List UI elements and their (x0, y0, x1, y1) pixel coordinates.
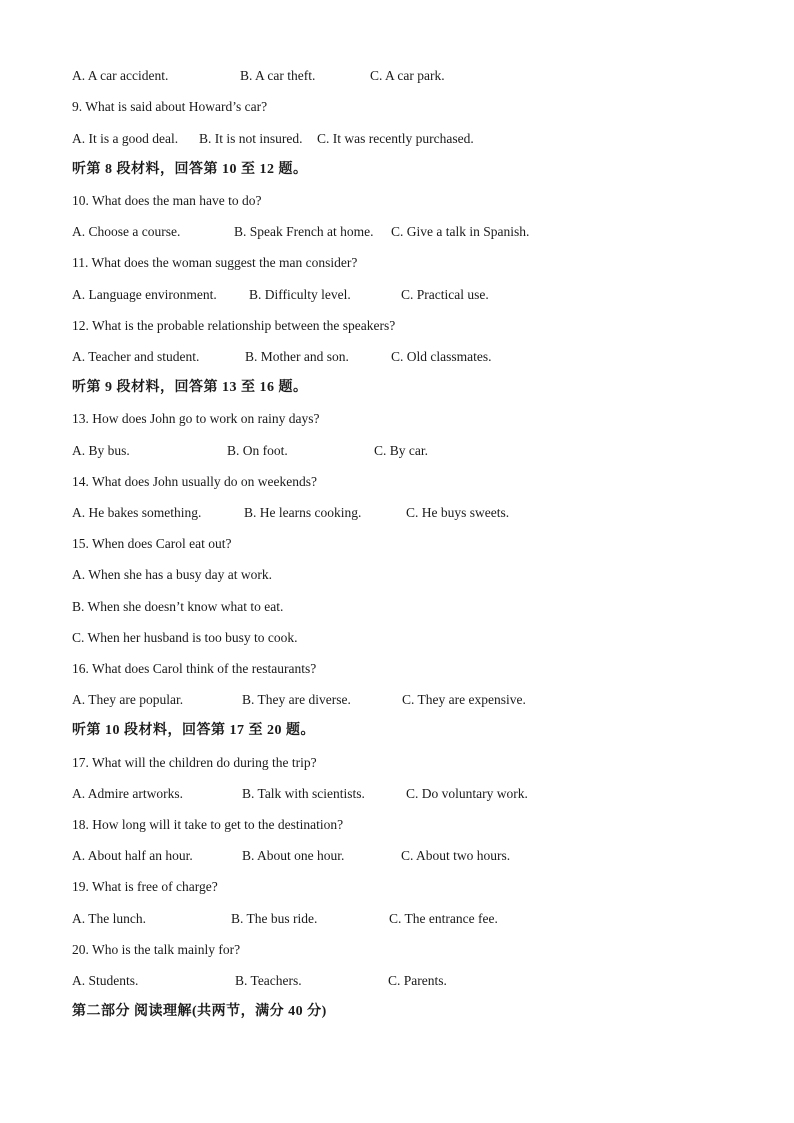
q9-option-a: A. It is a good deal. (72, 131, 179, 146)
q12-option-a: A. Teacher and student. (72, 349, 200, 364)
q17-option-b: B. Talk with scientists. (242, 786, 365, 801)
q17-option-c: C. Do voluntary work. (406, 786, 528, 801)
part-two-heading: 第二部分 阅读理解(共两节，满分 40 分) (72, 1004, 327, 1019)
q14-option-c: C. He buys sweets. (406, 505, 510, 520)
section-heading-10: 听第 10 段材料，回答第 17 至 20 题。 (72, 723, 315, 738)
q11-question: 11. What does the woman suggest the man consider? (72, 255, 358, 270)
q20-option-a: A. Students. (72, 973, 139, 988)
q14-option-b: B. He learns cooking. (244, 505, 362, 520)
section-heading-9: 听第 9 段材料，回答第 13 至 16 题。 (72, 380, 308, 395)
q13-option-c: C. By car. (374, 443, 428, 458)
q19-option-c: C. The entrance fee. (389, 911, 498, 926)
q18-option-a: A. About half an hour. (72, 848, 193, 863)
q20-question: 20. Who is the talk mainly for? (72, 942, 241, 957)
q19-question: 19. What is free of charge? (72, 879, 218, 894)
q16-option-b: B. They are diverse. (242, 692, 351, 707)
q9-option-c: C. It was recently purchased. (317, 131, 474, 146)
q8-option-b: B. A car theft. (240, 68, 316, 83)
q19-option-b: B. The bus ride. (231, 911, 318, 926)
q13-question: 13. How does John go to work on rainy days? (72, 411, 320, 426)
q15-option-b: B. When she doesn’t know what to eat. (72, 599, 284, 614)
q18-option-c: C. About two hours. (401, 848, 511, 863)
section-heading-8: 听第 8 段材料，回答第 10 至 12 题。 (72, 162, 308, 177)
q18-question: 18. How long will it take to get to the destination? (72, 817, 344, 832)
q16-question: 16. What does Carol think of the restaurants? (72, 661, 317, 676)
q16-option-c: C. They are expensive. (402, 692, 526, 707)
q20-option-c: C. Parents. (388, 973, 447, 988)
q8-option-a: A. A car accident. (72, 68, 169, 83)
q17-question: 17. What will the children do during the trip? (72, 755, 317, 770)
q15-question: 15. When does Carol eat out? (72, 536, 232, 551)
q12-option-b: B. Mother and son. (245, 349, 349, 364)
q14-question: 14. What does John usually do on weekends? (72, 474, 317, 489)
q12-question: 12. What is the probable relationship between the speakers? (72, 318, 396, 333)
q12-option-c: C. Old classmates. (391, 349, 492, 364)
q18-option-b: B. About one hour. (242, 848, 345, 863)
q20-option-b: B. Teachers. (235, 973, 302, 988)
q10-option-b: B. Speak French at home. (234, 224, 374, 239)
q9-question: 9. What is said about Howard’s car? (72, 99, 268, 114)
q11-option-c: C. Practical use. (401, 287, 489, 302)
q9-option-b: B. It is not insured. (199, 131, 303, 146)
q10-option-a: A. Choose a course. (72, 224, 181, 239)
q11-option-a: A. Language environment. (72, 287, 217, 302)
q11-option-b: B. Difficulty level. (249, 287, 351, 302)
q17-option-a: A. Admire artworks. (72, 786, 183, 801)
q10-question: 10. What does the man have to do? (72, 193, 262, 208)
q13-option-b: B. On foot. (227, 443, 288, 458)
q10-option-c: C. Give a talk in Spanish. (391, 224, 530, 239)
q8-option-c: C. A car park. (370, 68, 445, 83)
q19-option-a: A. The lunch. (72, 911, 146, 926)
q15-option-c: C. When her husband is too busy to cook. (72, 630, 298, 645)
q14-option-a: A. He bakes something. (72, 505, 202, 520)
q13-option-a: A. By bus. (72, 443, 130, 458)
q15-option-a: A. When she has a busy day at work. (72, 567, 272, 582)
q16-option-a: A. They are popular. (72, 692, 184, 707)
